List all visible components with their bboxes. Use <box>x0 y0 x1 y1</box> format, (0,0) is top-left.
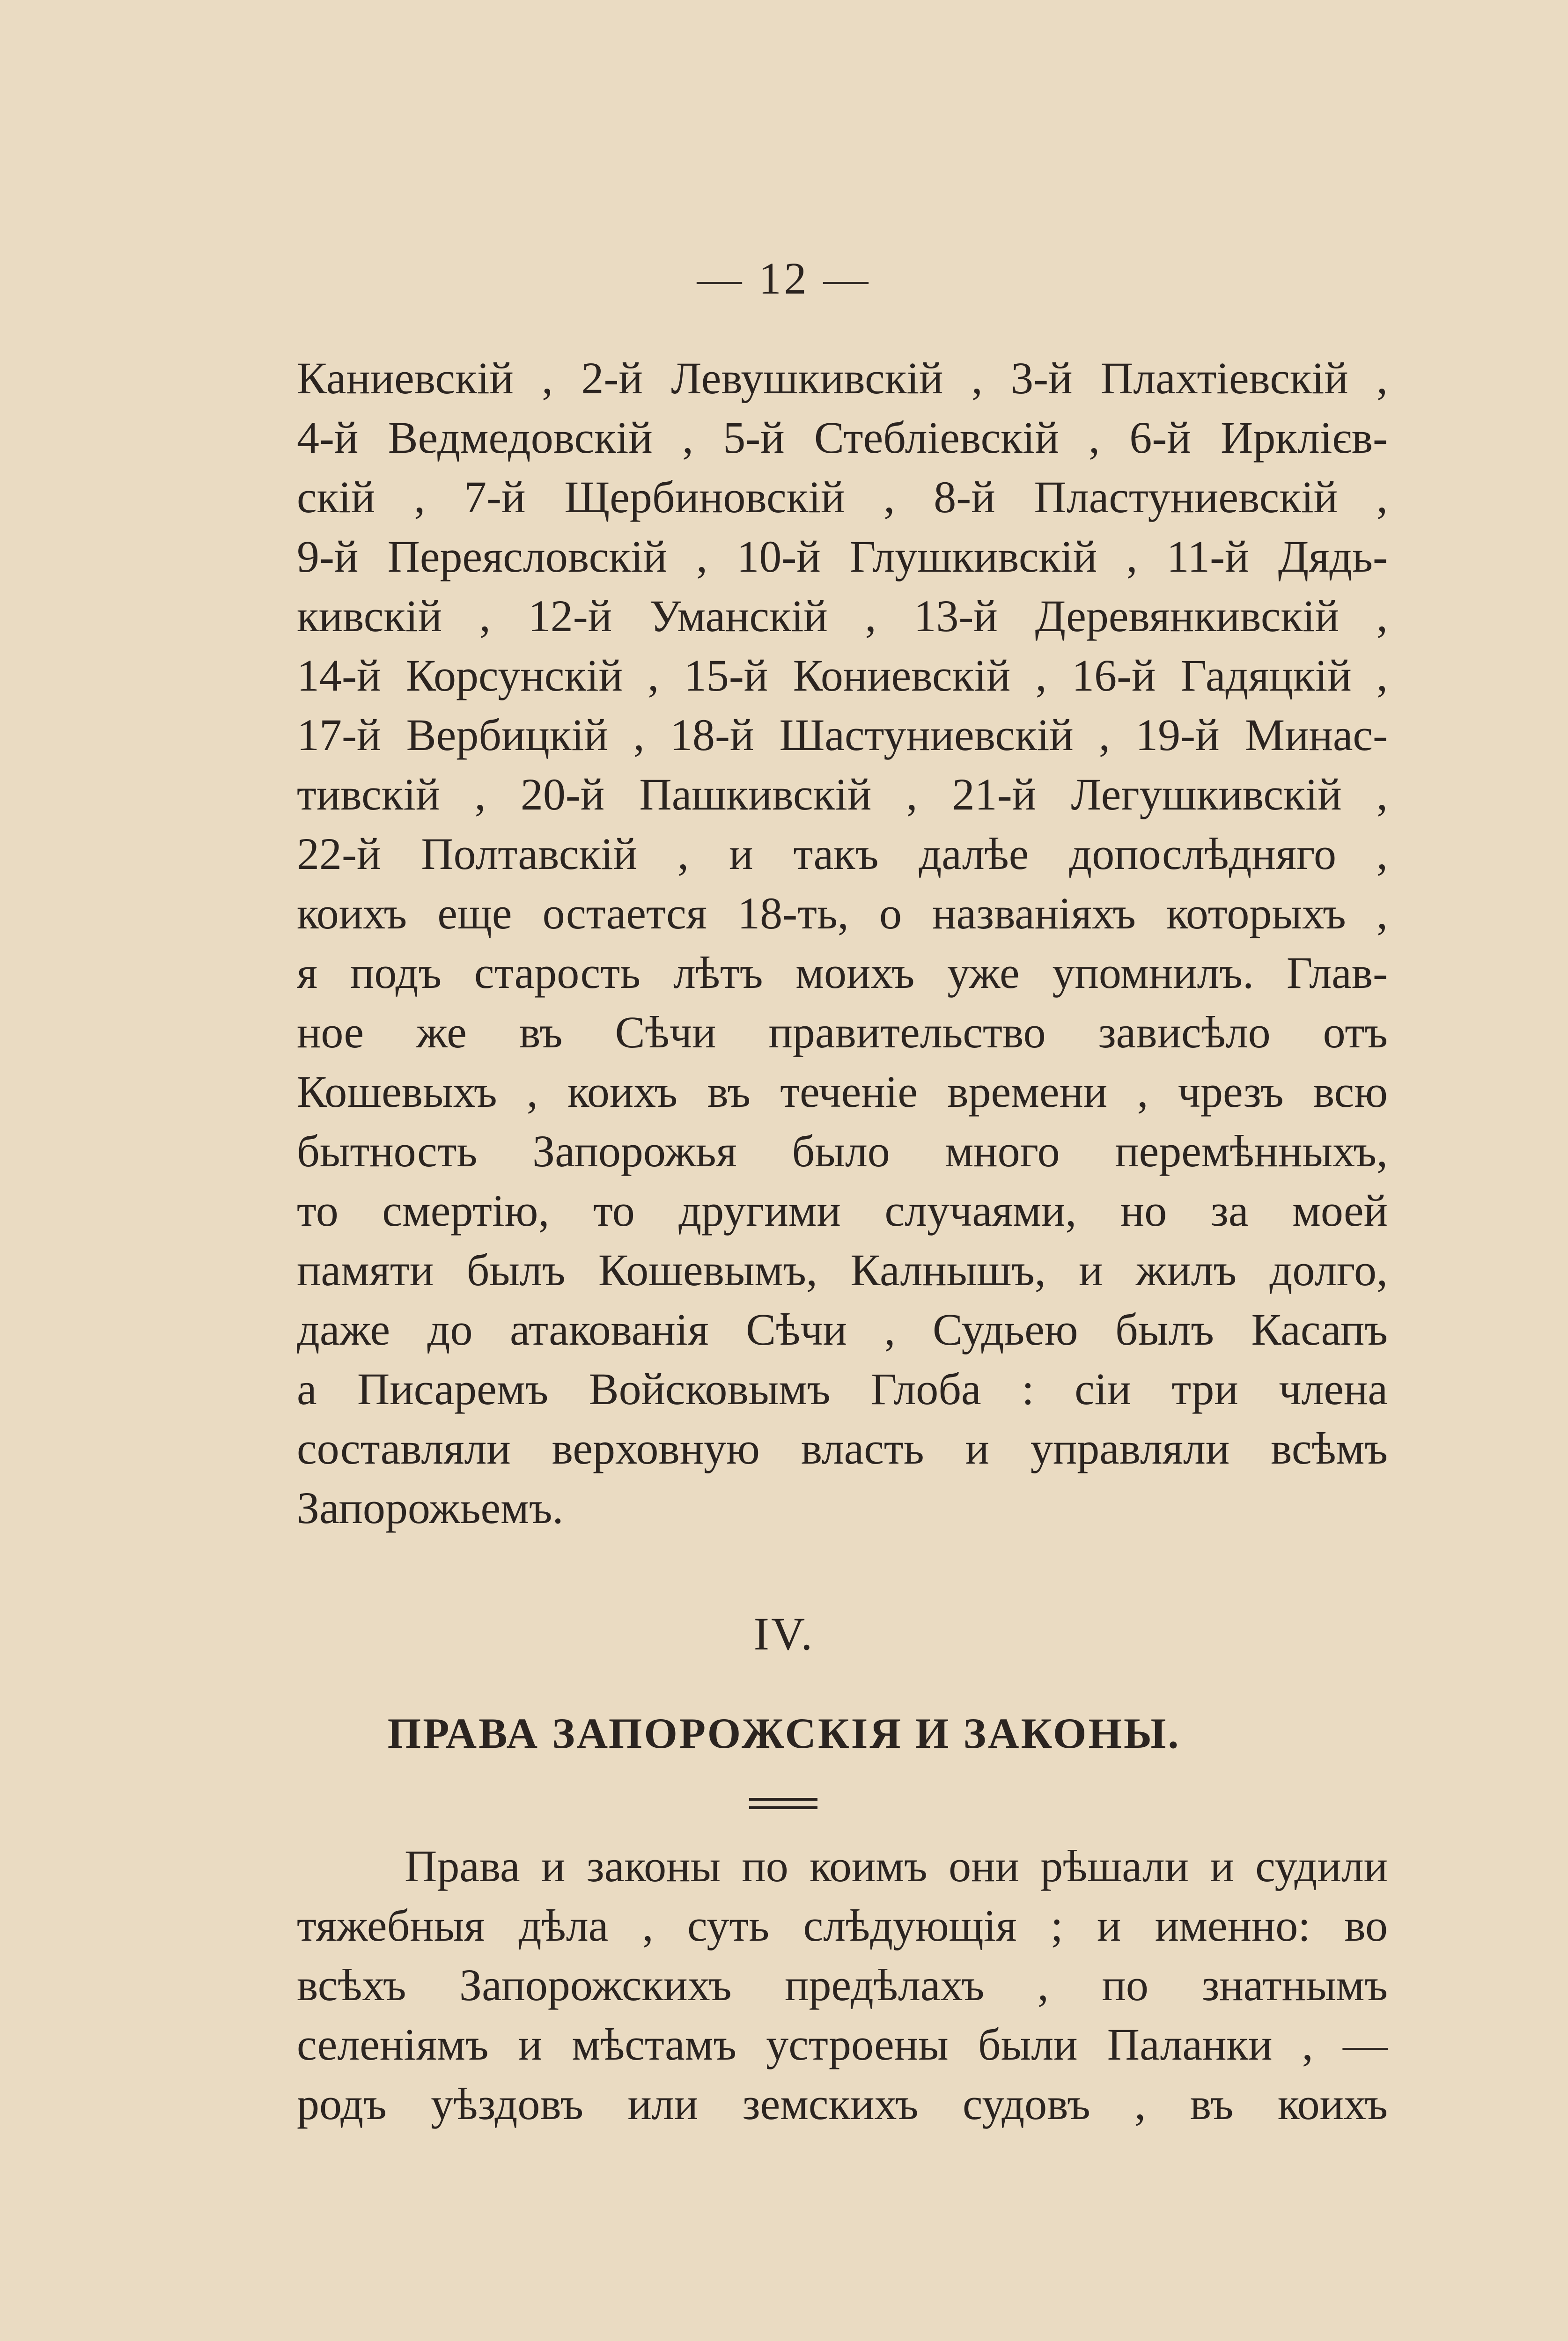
page-number: — 12 — <box>697 253 871 303</box>
text-line: даже до атакованія Сѣчи , Судьею былъ Касапъ <box>297 1304 1388 1355</box>
text-line: я подъ старость лѣтъ моихъ уже упомнилъ. Глав- <box>297 948 1388 998</box>
paragraph-upper <box>297 348 1388 1538</box>
text-line: 9-й Переясловскій , 10-й Глушкивскій , 11-й Дядь- <box>297 531 1388 582</box>
text-line: Каниевскій , 2-й Левушкивскій , 3-й Плахтіевскій , <box>297 353 1388 403</box>
text-line: всѣхъ Запорожскихъ предѣлахъ , по знатнымъ <box>297 1960 1388 2010</box>
text-line: 14-й Корсунскій , 15-й Кониевскій , 16-й Гадяцкій , <box>297 650 1388 700</box>
text-line: селеніямъ и мѣстамъ устроены были Паланки , — <box>297 2019 1388 2069</box>
text-line: 4-й Ведмедовскій , 5-й Стебліевскій , 6-й Ирклієв- <box>297 412 1388 463</box>
text-line: тяжебныя дѣла , суть слѣдующія ; и именно: во <box>297 1900 1388 1951</box>
text-line: Кошевыхъ , коихъ въ теченіе времени , чрезъ всю <box>297 1067 1388 1117</box>
text-line: ное же въ Сѣчи правительство зависѣло отъ <box>297 1007 1388 1057</box>
text-line: кивскій , 12-й Уманскій , 13-й Деревянкивскій , <box>297 591 1388 641</box>
text-line: составляли верховную власть и управляли всѣмъ <box>297 1423 1388 1473</box>
text-line: тивскій , 20-й Пашкивскій , 21-й Легушкивскій , <box>297 769 1388 819</box>
text-line: а Писаремъ Войсковымъ Глоба : сіи три члена <box>297 1364 1388 1414</box>
section-title: ПРАВА ЗАПОРОЖСКІЯ И ЗАКОНЫ. <box>387 1709 1181 1757</box>
text-line: 17-й Вербицкій , 18-й Шастуниевскій , 19-й Минас- <box>297 710 1388 760</box>
rule-line <box>749 1806 817 1809</box>
text-line: Права и законы по коимъ они рѣшали и судили <box>405 1841 1388 1891</box>
section-number: IV. <box>753 1608 815 1660</box>
rule-line <box>749 1798 817 1801</box>
text-line: памяти былъ Кошевымъ, Калнышъ, и жилъ долго, <box>297 1245 1388 1295</box>
text-line: бытность Запорожья было много перемѣнныхъ, <box>297 1126 1388 1176</box>
text-line: коихъ еще остается 18-ть, о названіяхъ которыхъ , <box>297 888 1388 938</box>
text-line: родъ уѣздовъ или земскихъ судовъ , въ коихъ <box>297 2079 1388 2129</box>
text-line: то смертію, то другими случаями, но за моей <box>297 1185 1388 1236</box>
text-line: 22-й Полтавскій , и такъ далѣе допослѣдняго , <box>297 829 1388 879</box>
paragraph-lower <box>297 1836 1388 2134</box>
text-line: скій , 7-й Щербиновскій , 8-й Пластуниевскій , <box>297 472 1388 522</box>
text-line: Запорожьемъ. <box>297 1483 564 1533</box>
double-rule-divider <box>749 1798 817 1812</box>
